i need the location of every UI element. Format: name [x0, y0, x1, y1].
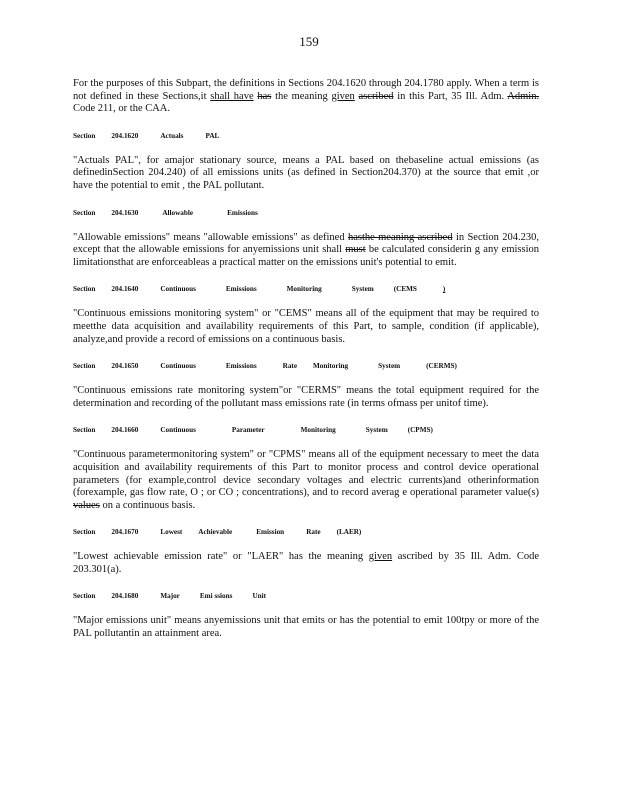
inserted-text: given — [331, 90, 355, 102]
section-heading-204-1670 — [73, 527, 539, 537]
heading-number: 204.1650 — [111, 362, 139, 371]
heading-word: Achievable — [198, 528, 233, 537]
definition-cerms: "Continuous emissions rate monitoring system"or "CERMS" means the total equipment required for the determination and recording of the pollutant mass emissions rate (in terms ofmass per unitof time). — [73, 385, 539, 409]
deleted-text: ascribed — [358, 90, 394, 102]
heading-word: Rate — [306, 528, 321, 537]
intro-text: the meaning — [275, 90, 328, 102]
inserted-text: given — [368, 551, 393, 563]
section-heading-204-1680 — [73, 591, 539, 601]
intro-text: in this Part, 35 Ill. Adm. — [397, 90, 505, 102]
heading-word: Major — [160, 592, 180, 601]
deleted-text: must — [345, 244, 366, 256]
definition-allowable-emissions — [73, 232, 539, 270]
document-body — [73, 78, 539, 641]
heading-word: System — [351, 285, 374, 294]
heading-word: (CPMS) — [407, 426, 433, 435]
heading-number: 204.1620 — [111, 131, 139, 140]
heading-word: (CERMS) — [426, 362, 457, 371]
heading-word: Section — [73, 208, 96, 217]
heading-word: Section — [73, 426, 96, 435]
heading-word: System — [378, 362, 401, 371]
deleted-text: has — [257, 90, 272, 102]
heading-word: System — [365, 426, 388, 435]
heading-word: Emission — [256, 528, 285, 537]
heading-word: Section — [73, 362, 96, 371]
section-heading-204-1660 — [73, 425, 539, 435]
heading-word: Section — [73, 592, 96, 601]
heading-word: Continuous — [160, 362, 196, 371]
heading-word: Continuous — [160, 426, 196, 435]
heading-word: Section — [73, 131, 96, 140]
heading-word: Unit — [252, 592, 267, 601]
heading-word: Monitoring — [313, 362, 349, 371]
deleted-text: hasthe meaning ascribed — [347, 231, 453, 243]
section-heading-204-1650 — [73, 361, 539, 371]
definition-text: be calculated considerin g any emission limitationsthat are enforceableas a practical matter on the emissions unit's potential to emit. — [73, 244, 540, 268]
page-number: 159 — [299, 34, 319, 49]
definition-text: on a continuous basis. — [102, 499, 196, 511]
definition-actuals-pal: "Actuals PAL", for amajor stationary source, means a PAL based on thebaseline actual emissions (as definedinSection 204.240) of all emissions units (as defined in Section204.370) at the source that emit ,or have the potential to emit , the PAL pollutant. — [73, 154, 539, 191]
heading-word: ) — [442, 285, 446, 294]
heading-word: Section — [73, 528, 96, 537]
heading-word: Section — [73, 285, 96, 294]
heading-word: Emissions — [225, 285, 257, 294]
deleted-text: values — [73, 499, 100, 511]
heading-number: 204.1660 — [111, 426, 139, 435]
intro-text: Code 211, or the CAA. — [73, 103, 171, 115]
definition-cems: "Continuous emissions monitoring system" or "CEMS" means all of the equipment that may be required to meetthe data acquisition and availability requirements of this Part, to sample, condition (if applicable), analyze,and provide a record of emissions on a continuous basis. — [73, 308, 539, 345]
heading-word: (LAER) — [336, 528, 362, 537]
heading-number: 204.1670 — [111, 528, 139, 537]
heading-word: Parameter — [231, 426, 265, 435]
deleted-text: Admin. — [507, 90, 540, 102]
inserted-text: shall have — [210, 90, 254, 102]
heading-word: Continuous — [160, 285, 196, 294]
definition-text: "Lowest achievable emission rate" or "LAER" has the meaning — [73, 551, 364, 563]
heading-number: 204.1680 — [111, 592, 139, 601]
intro-paragraph — [73, 78, 539, 116]
intro-text: For the purposes of this Subpart, the definitions in Sections 204.1620 through 204.1780 apply. When a term is not defined in these Sections,it — [73, 78, 539, 102]
heading-word: Allowable — [162, 208, 194, 217]
heading-word: PAL — [205, 131, 220, 140]
definition-text: in Section 204.230, except that the allowable emissions for anyemissions unit shall — [73, 231, 540, 256]
section-heading-204-1620 — [73, 131, 539, 141]
heading-word: Emi ssions — [199, 592, 233, 601]
heading-word: Rate — [282, 362, 298, 371]
heading-word: Lowest — [160, 528, 183, 537]
heading-word: Monitoring — [286, 285, 322, 294]
definition-text: "Continuous parametermonitoring system" or "CPMS" means all of the equipment necessary to meet the data acquisition and availability requirements of this Part to monitor process and control device operational parameters (for example,control device secondary voltages and electric currents)and otherinformation (forexample, gas flow rate, O ; or CO ; concentrations), and to record averag e operational parameter value(s) — [73, 449, 539, 499]
definition-text: "Allowable emissions" means "allowable emissions" as defined — [73, 231, 345, 243]
heading-word: (CEMS — [393, 285, 417, 294]
heading-word: Emissions — [227, 208, 258, 217]
heading-word: Monitoring — [300, 426, 336, 435]
heading-number: 204.1630 — [111, 208, 139, 217]
definition-cpms — [73, 449, 539, 512]
section-heading-204-1640 — [73, 284, 539, 294]
definition-major-emissions-unit: "Major emissions unit" means anyemissions unit that emits or has the potential to emit 100tpy or more of the PAL pollutantin an attainment area. — [73, 615, 539, 640]
definition-text: ascribed by 35 Ill. Adm. Code 203.301(a). — [73, 551, 540, 575]
heading-word: Actuals — [160, 131, 184, 140]
definition-laer — [73, 551, 539, 576]
section-heading-204-1630 — [73, 208, 539, 218]
heading-number: 204.1640 — [111, 285, 139, 294]
heading-word: Emissions — [225, 362, 257, 371]
